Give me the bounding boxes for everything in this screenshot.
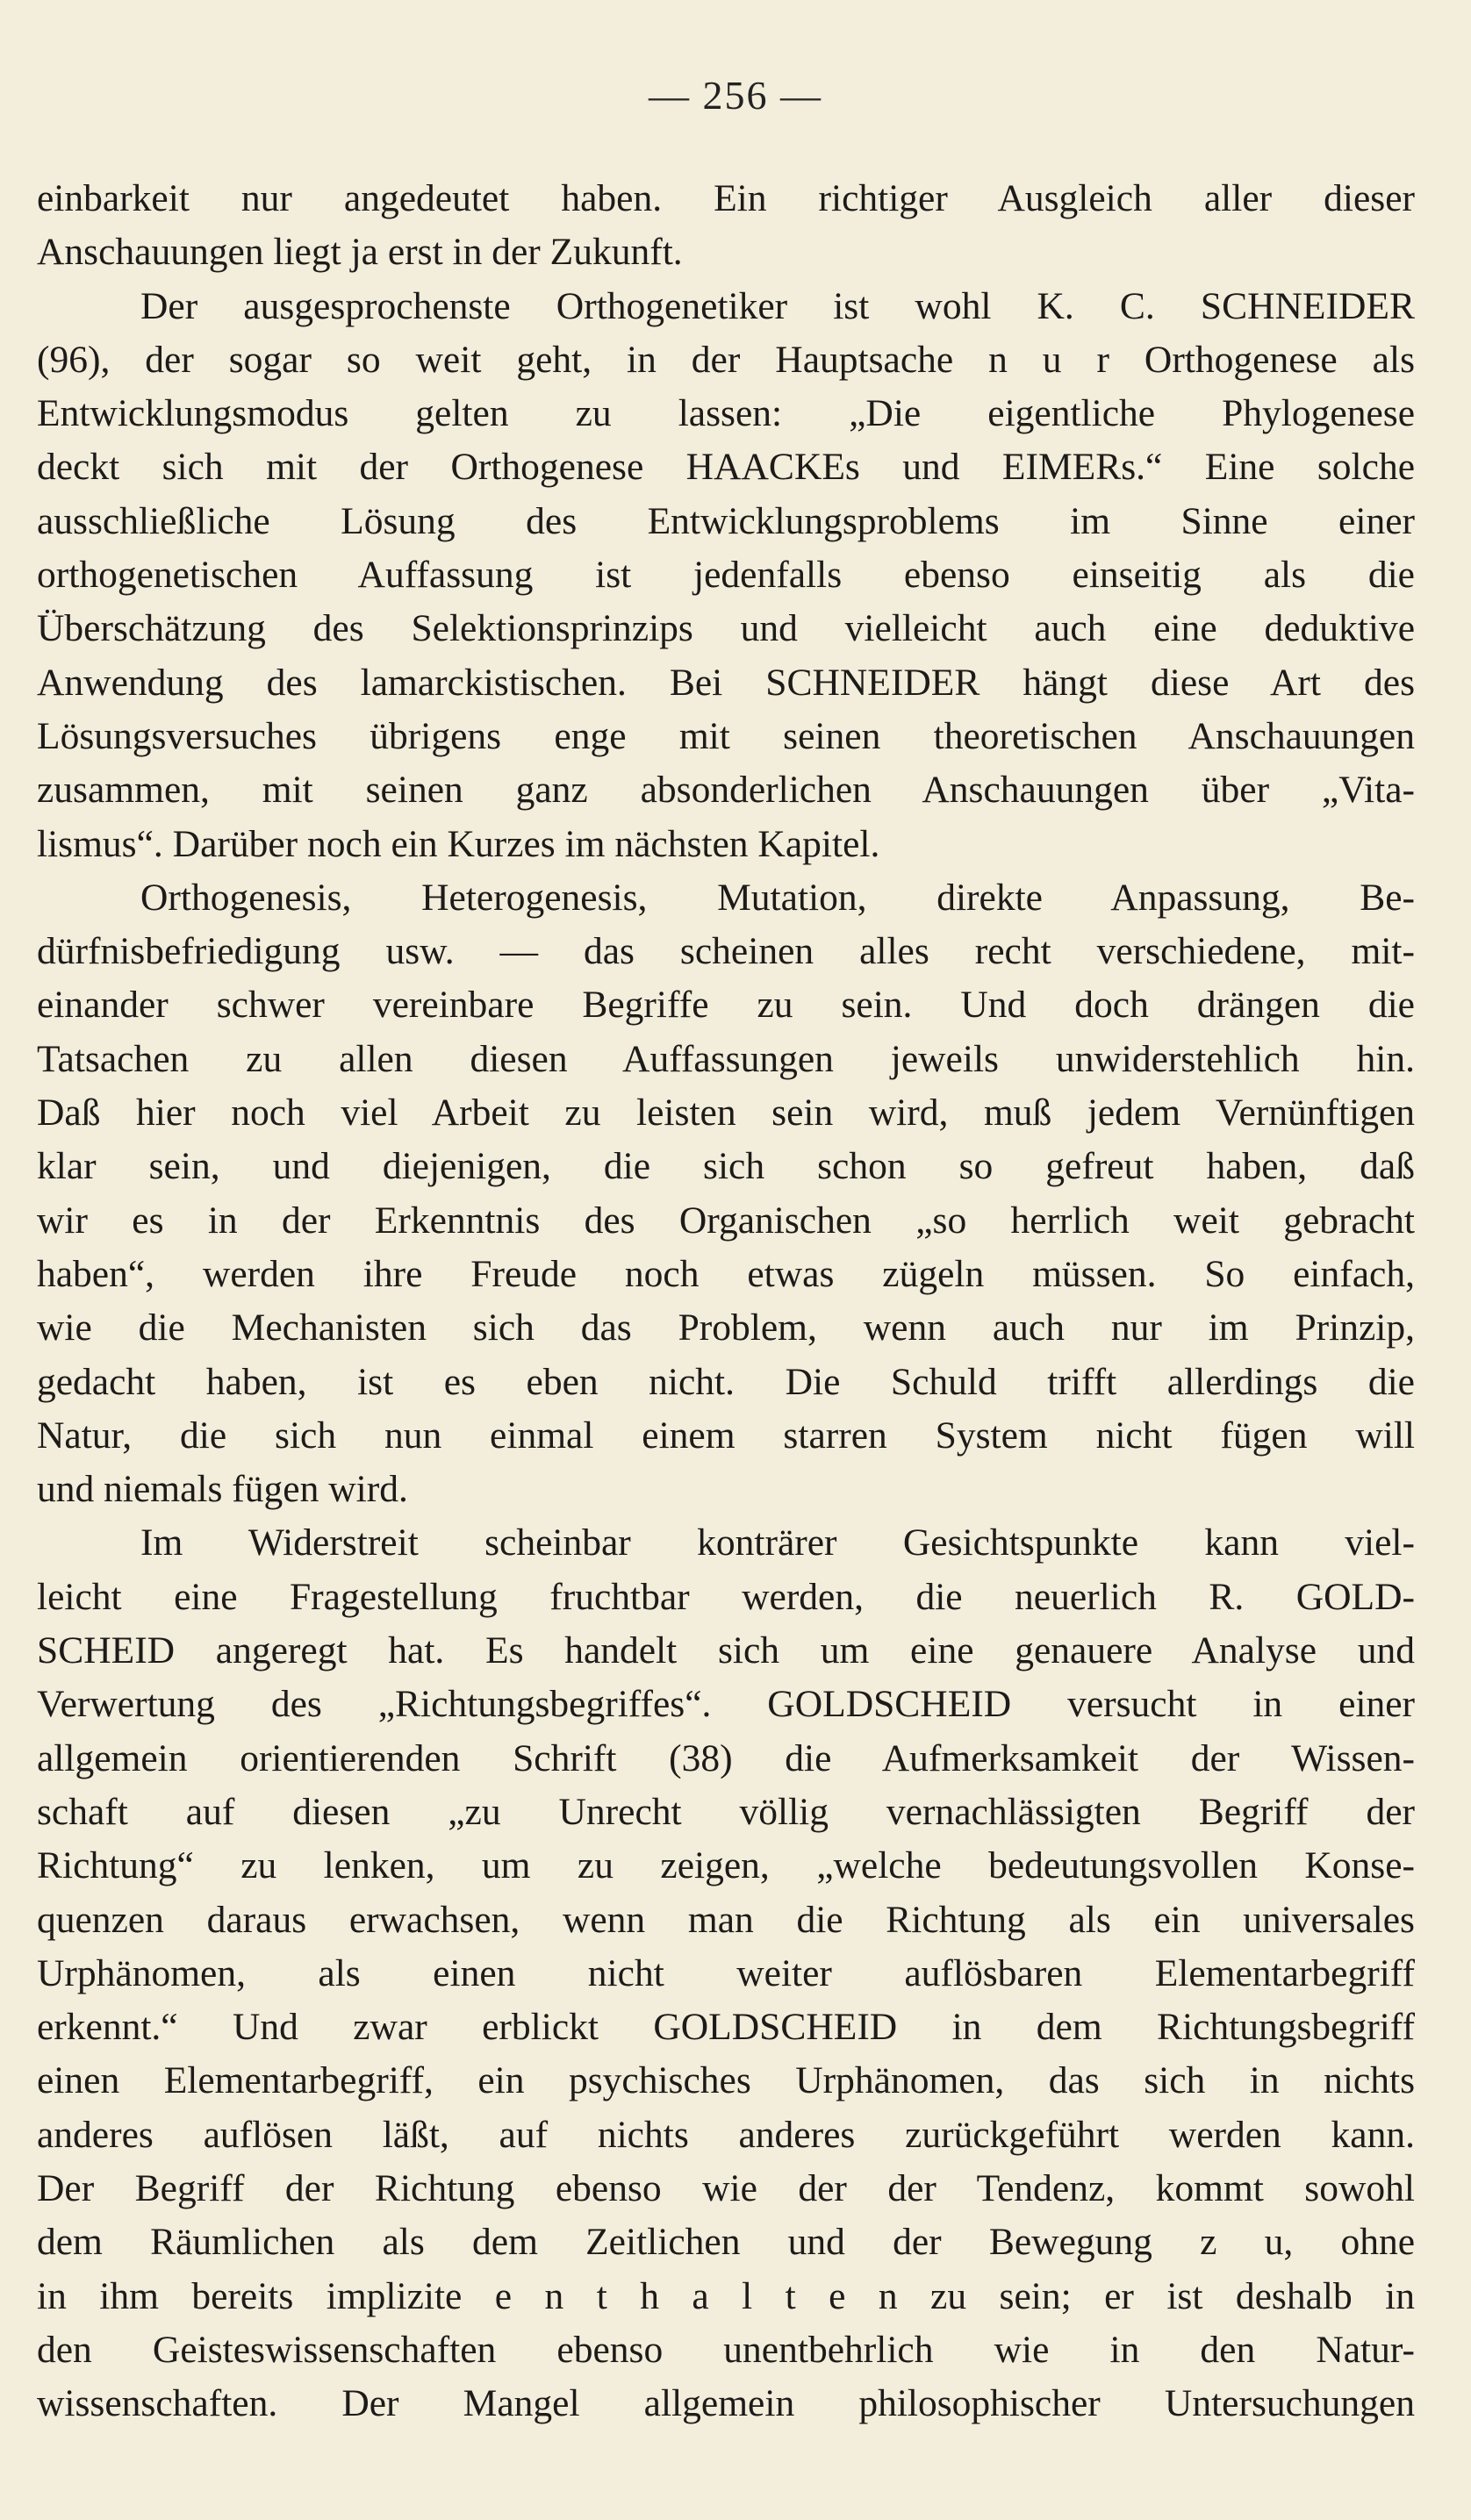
text-line: SCHEID angeregt hat. Es handelt sich um eine genauere Analyse und <box>37 1629 1415 1672</box>
text-line: (96), der sogar so weit geht, in der Hauptsache n u r Orthogenese als <box>37 338 1415 381</box>
text-line: Urphänomen, als einen nicht weiter auflösbaren Elementarbegriff <box>37 1951 1415 1994</box>
text-line: einbarkeit nur angedeutet haben. Ein richtiger Ausgleich aller dieser <box>37 177 1415 219</box>
text-line: Daß hier noch viel Arbeit zu leisten sein wird, muß jedem Vernünftigen <box>37 1092 1415 1135</box>
text-line: zusammen, mit seinen ganz absonderlichen Anschauungen über „Vita- <box>37 769 1415 812</box>
text-line: ausschließliche Lösung des Entwicklungsproblems im Sinne einer <box>37 499 1415 542</box>
text-line: einen Elementarbegriff, ein psychisches Urphänomen, das sich in nichts <box>37 2059 1415 2102</box>
text-line: wie die Mechanisten sich das Problem, wenn auch nur im Prinzip, <box>37 1307 1415 1349</box>
text-line: Lösungsversuches übrigens enge mit seinen theoretischen Anschauungen <box>37 714 1415 757</box>
text-line: anderes auflösen läßt, auf nichts anderes zurückgeführt werden kann. <box>37 2113 1415 2156</box>
text-line: Natur, die sich nun einmal einem starren System nicht fügen will <box>37 1414 1415 1457</box>
text-line: dürfnisbefriedigung usw. — das scheinen alles recht verschiedene, mit- <box>37 930 1415 973</box>
text-line: gedacht haben, ist es eben nicht. Die Schuld trifft allerdings die <box>37 1360 1415 1403</box>
text-line: Anschauungen liegt ja erst in der Zukunft. <box>37 231 683 274</box>
text-line: Tatsachen zu allen diesen Auffassungen jeweils unwiderstehlich hin. <box>37 1037 1415 1080</box>
text-line: deckt sich mit der Orthogenese HAACKEs und EIMERs.“ Eine solche <box>37 446 1415 489</box>
text-line: klar sein, und diejenigen, die sich schon so gefreut haben, daß <box>37 1145 1415 1188</box>
text-line: Anwendung des lamarckistischen. Bei SCHNEIDER hängt diese Art des <box>37 661 1415 704</box>
text-line: Verwertung des „Richtungsbegriffes“. GOLDSCHEID versucht in einer <box>37 1683 1415 1726</box>
text-line: Überschätzung des Selektionsprinzips und vielleicht auch eine deduktive <box>37 607 1415 650</box>
text-line: leicht eine Fragestellung fruchtbar werden, die neuerlich R. GOLD- <box>37 1575 1415 1618</box>
text-line: den Geisteswissenschaften ebenso unentbehrlich wie in den Natur- <box>37 2328 1415 2371</box>
text-line: Im Widerstreit scheinbar konträrer Gesichtspunkte kann viel- <box>140 1521 1415 1564</box>
text-line: wir es in der Erkenntnis des Organischen „so herrlich weit gebracht <box>37 1199 1415 1242</box>
text-line: erkennt.“ Und zwar erblickt GOLDSCHEID in dem Richtungsbegriff <box>37 2006 1415 2049</box>
text-line: dem Räumlichen als dem Zeitlichen und der Bewegung z u, ohne <box>37 2221 1415 2264</box>
text-line: Der Begriff der Richtung ebenso wie der der Tendenz, kommt sowohl <box>37 2166 1415 2209</box>
text-line: haben“, werden ihre Freude noch etwas zügeln müssen. So einfach, <box>37 1252 1415 1295</box>
text-line: orthogenetischen Auffassung ist jedenfalls ebenso einseitig als die <box>37 554 1415 597</box>
text-line: allgemein orientierenden Schrift (38) die Aufmerksamkeit der Wissen- <box>37 1736 1415 1779</box>
text-line: Entwicklungsmodus gelten zu lassen: „Die eigentliche Phylogenese <box>37 392 1415 435</box>
text-line: Richtung“ zu lenken, um zu zeigen, „welche bedeutungsvollen Konse- <box>37 1844 1415 1887</box>
text-line: in ihm bereits implizite e n t h a l t e n zu sein; er ist deshalb in <box>37 2274 1415 2317</box>
text-line: lismus“. Darüber noch ein Kurzes im nächsten Kapitel. <box>37 822 880 865</box>
text-line: schaft auf diesen „zu Unrecht völlig vernachlässigten Begriff der <box>37 1790 1415 1833</box>
text-line: Orthogenesis, Heterogenesis, Mutation, direkte Anpassung, Be- <box>140 876 1415 919</box>
text-line: einander schwer vereinbare Begriffe zu sein. Und doch drängen die <box>37 984 1415 1027</box>
text-line: Der ausgesprochenste Orthogenetiker ist wohl K. C. SCHNEIDER <box>140 284 1415 327</box>
page-number: — 256 — <box>649 73 822 118</box>
text-line: und niemals fügen wird. <box>37 1468 408 1511</box>
text-line: quenzen daraus erwachsen, wenn man die Richtung als ein universales <box>37 1898 1415 1941</box>
body-text <box>37 172 1415 2431</box>
text-line: wissenschaften. Der Mangel allgemein philosophischer Untersuchungen <box>37 2382 1415 2425</box>
